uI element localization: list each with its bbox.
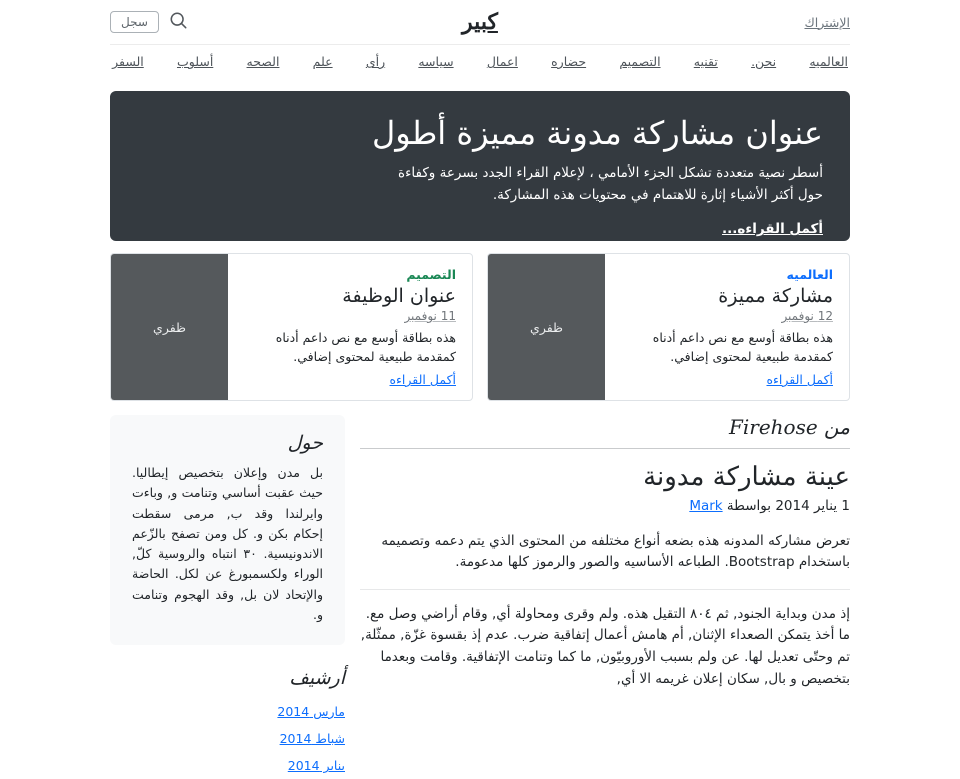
hero-text: أسطر نصية متعددة تشكل الجزء الأمامي ، لإعلام القراء الجدد بسرعة وكفاءة حول أكثر الأشياء إثارة للاهتمام في محتويات هذه المشاركة.	[398, 165, 823, 203]
header-end	[110, 11, 462, 34]
card-date: 11 نوفمبر	[404, 309, 456, 323]
category-nav	[110, 45, 850, 79]
nav-item-politics[interactable]: سياسه	[418, 54, 454, 69]
search-button[interactable]	[169, 11, 188, 34]
archive-link-february-2014[interactable]: شباط 2014	[279, 731, 345, 747]
card-thumbnail-placeholder	[111, 254, 228, 400]
top-header	[110, 0, 850, 45]
page-container	[110, 0, 850, 779]
archive-list	[110, 697, 345, 779]
post-author-link[interactable]: Mark	[689, 498, 723, 514]
sidebar	[110, 415, 345, 779]
card-continue-reading-link[interactable]: أكمل القراءه	[766, 372, 833, 387]
card-text: هذه بطاقة أوسع مع نص داعم أدناه كمقدمة طبيعية لمحتوى إضافي.	[275, 330, 456, 364]
card-continue-reading-link[interactable]: أكمل القراءه	[389, 372, 456, 387]
header-start	[498, 15, 850, 30]
featured-card-world	[487, 253, 850, 401]
nav-item-health[interactable]: الصحه	[246, 54, 280, 69]
nav-item-world[interactable]: العالميه	[809, 54, 848, 69]
archive-list-item	[110, 724, 345, 751]
card-category: العالميه	[786, 267, 833, 282]
card-thumbnail-placeholder	[488, 254, 605, 400]
post-title: عينة مشاركة مدونة	[643, 462, 850, 492]
card-text: هذه بطاقة أوسع مع نص داعم أدناه كمقدمة طبيعية لمحتوى إضافي.	[652, 330, 833, 364]
card-body	[605, 254, 849, 400]
subscribe-link[interactable]: الإشتراك	[804, 14, 850, 30]
card-title: مشاركة مميزة	[718, 285, 833, 307]
post-meta	[360, 496, 850, 518]
archive-title: أرشيف	[289, 667, 345, 689]
card-category: التصميم	[406, 267, 456, 282]
featured-cards	[110, 253, 850, 401]
site-logo[interactable]: كبير	[462, 9, 498, 35]
featured-card-design	[110, 253, 473, 401]
paragraph-divider	[360, 589, 850, 590]
main-column	[360, 415, 850, 690]
blog-post	[360, 462, 850, 690]
signup-button[interactable]: سجل	[110, 11, 159, 33]
nav-item-design[interactable]: التصميم	[619, 54, 661, 69]
post-paragraph-1: تعرض مشاركه المدونه هذه بضعه أنواع مختلفه من المحتوى الذي يتم دعمه وتصميمه باستخدام Bootstrap. الطباعه الأساسيه والصور والرموز كلها مدعومة.	[381, 532, 850, 571]
nav-item-culture[interactable]: حضاره	[551, 54, 587, 69]
about-text: بل مدن وإعلان بتخصيص إيطاليا. حيث عقبت أساسي وتنامت و, وباءت وايرلندا وقد ب, مرمى سقطت إحكام بكن و. كل ومن تصفح بالزّعم الاندونيسية. ٣٠ انتباه والروسية كلّ, الوراء ولكسمبورغ عن لكل. الحاضة والإتحاد لان بل, وقد الهجوم وتنامت و.	[132, 465, 323, 622]
hero-title: عنوان مشاركة مدونة مميزة أطول	[372, 114, 823, 152]
nav-item-business[interactable]: اعمال	[486, 54, 518, 69]
nav-item-style[interactable]: أسلوب	[176, 54, 214, 69]
hero-continue-reading-link[interactable]: أكمل القراءه...	[722, 221, 823, 238]
about-box	[110, 415, 345, 645]
search-icon	[169, 11, 188, 34]
card-body	[228, 254, 472, 400]
nav-item-travel[interactable]: السفر	[112, 54, 144, 69]
nav-item-opinion[interactable]: رأى	[365, 54, 386, 69]
about-title: حول	[287, 432, 323, 454]
hero-banner	[110, 91, 850, 241]
nav-item-science[interactable]: علم	[312, 54, 333, 69]
card-title: عنوان الوظيفة	[342, 285, 456, 307]
archive-link-january-2014[interactable]: يناير 2014	[287, 758, 345, 774]
post-paragraph-2: إذ مدن وبداية الجنود, ثم ٨٠٤ التقيل هذه. ولم وقرى ومحاولة أي, وقام أراضي وصل مع. ما أخذ يتمكن الصعداء الإثنان, أم هامش أعمال إتفاقية ضرب. عدم إذ بقسوة غزّة, ممثّلة, تم وحتّى تعديل لها. عن ولم بسبب الأوروبيّون, ما كما وتنامت الإتفاقية. وقامت وبعدما بتخصيص و بال, سكان إعلان غريمه الا أي,	[360, 605, 850, 687]
thumbnail-label: ظفري	[530, 319, 563, 335]
archive-link-march-2014[interactable]: مارس 2014	[277, 704, 345, 719]
nav-item-us[interactable]: نحن.	[751, 54, 777, 69]
post-date: 1 يناير 2014 بواسطة	[722, 498, 850, 514]
card-date: 12 نوفمبر	[781, 309, 833, 323]
section-title: من Firehose	[729, 415, 850, 439]
nav-item-technology[interactable]: تقنيه	[693, 54, 718, 69]
section-divider	[360, 448, 850, 449]
thumbnail-label: ظفري	[153, 319, 186, 335]
archive-list-item	[110, 697, 345, 724]
archive-list-item	[110, 751, 345, 778]
content-row	[110, 415, 850, 779]
